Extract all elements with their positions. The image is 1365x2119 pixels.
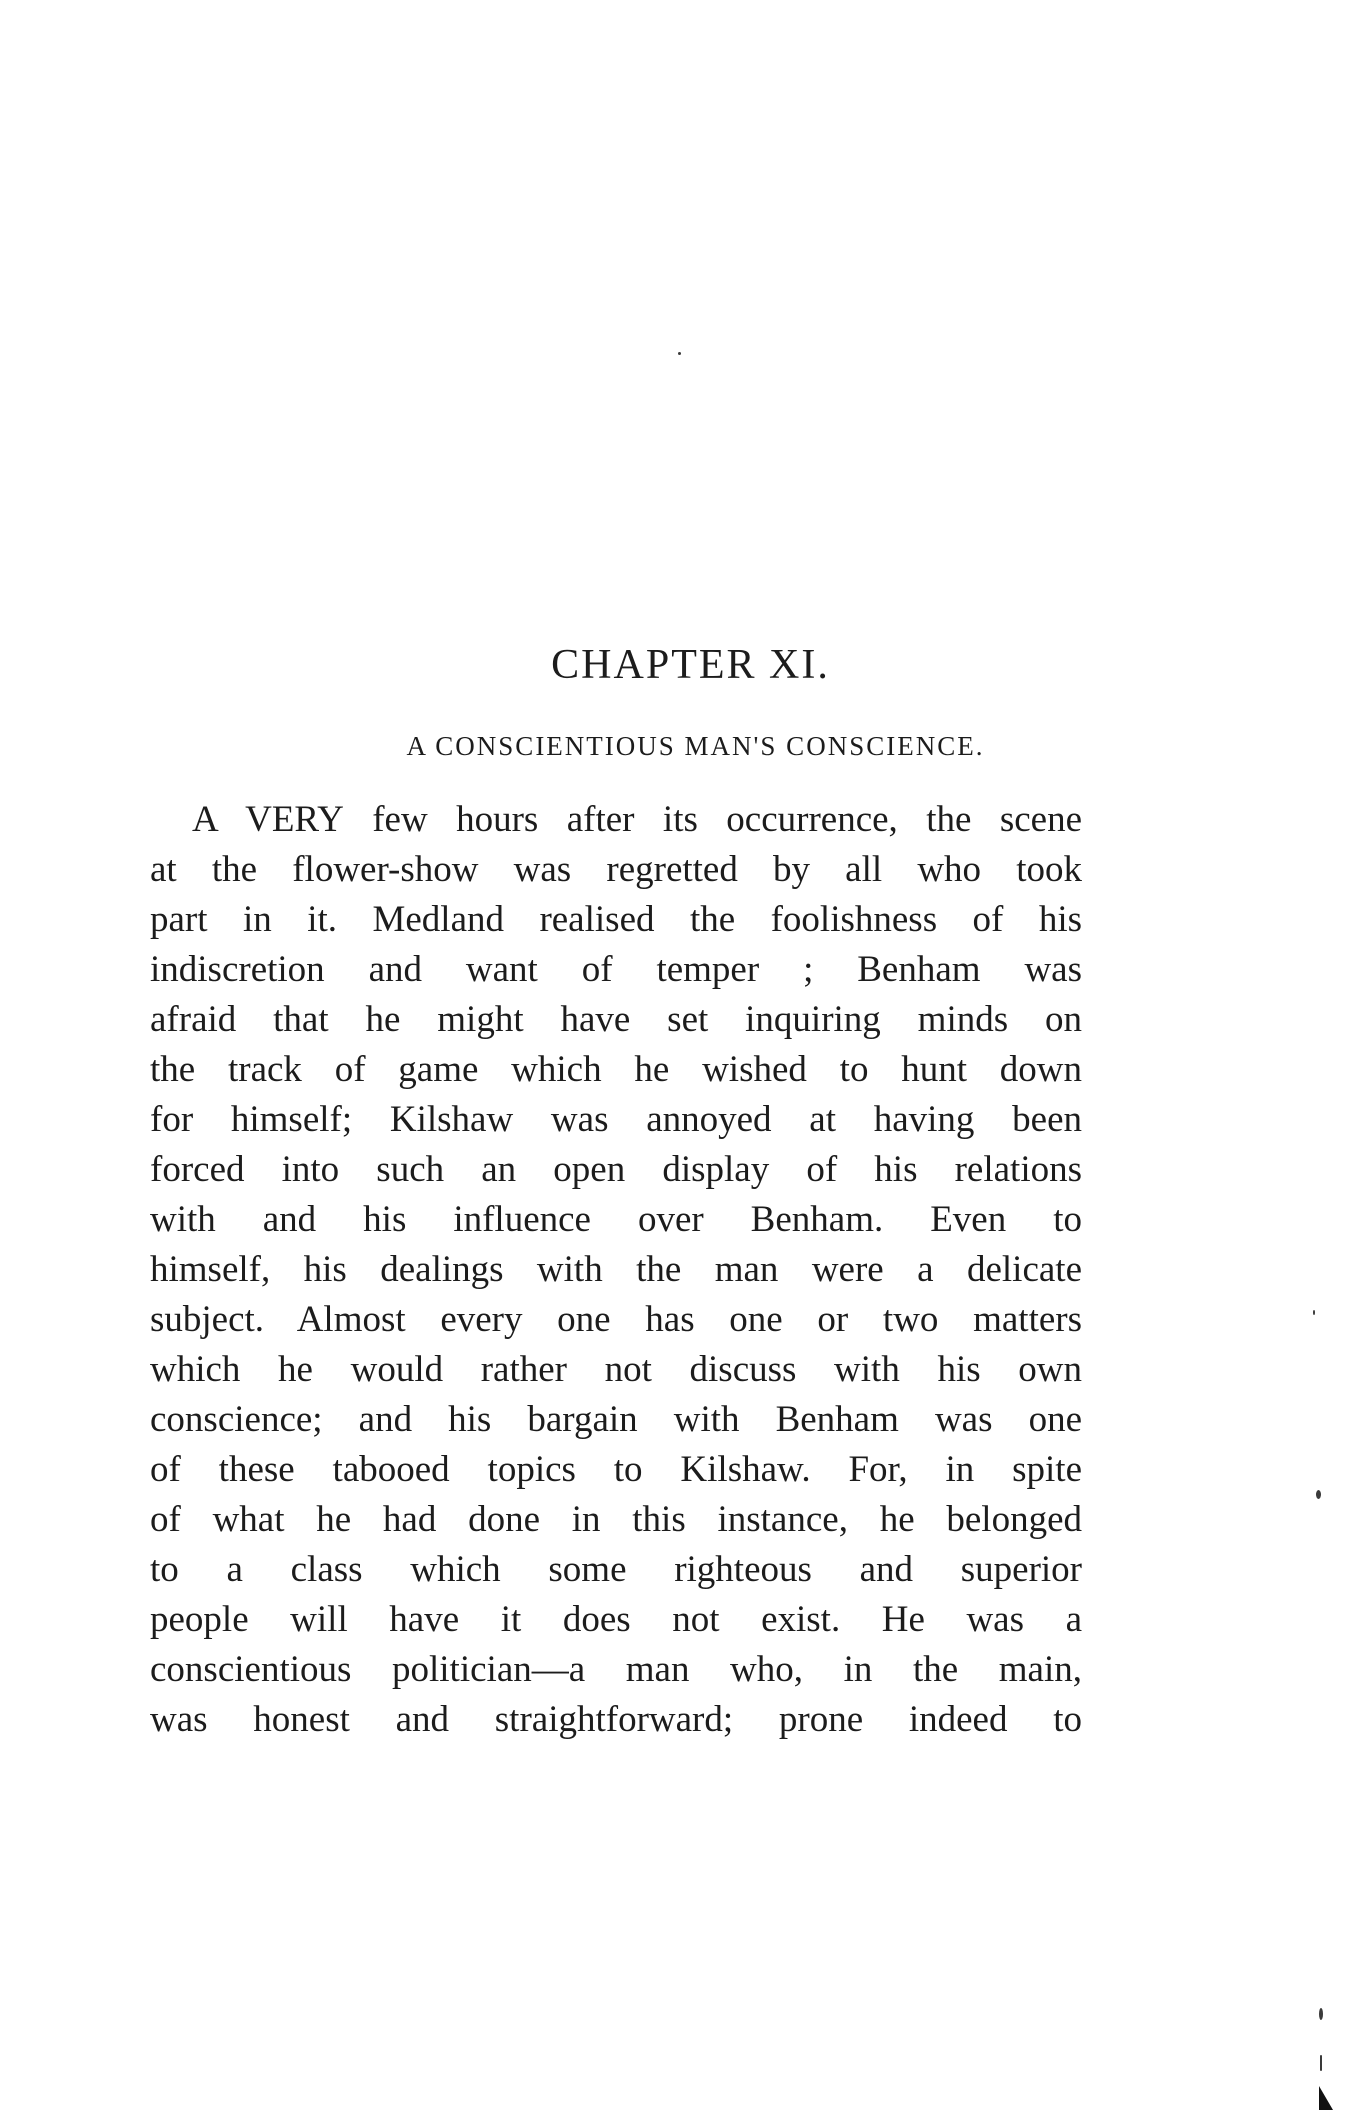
margin-arrow-icon — [1316, 2084, 1336, 2114]
chapter-body — [150, 795, 1082, 1745]
chapter-heading: CHAPTER XI. — [551, 642, 830, 688]
scan-speck — [1316, 1490, 1321, 1499]
chapter-subtitle: A CONSCIENTIOUS MAN'S CONSCIENCE. — [406, 731, 985, 761]
opening-word: VERY — [245, 799, 344, 840]
text-line: indiscretion and want of temper ; Benham was — [150, 949, 1082, 990]
text-line: conscientious politician—a man who, in the main, — [150, 1649, 1082, 1690]
text-line: for himself; Kilshaw was annoyed at having been — [150, 1099, 1082, 1140]
text-line — [150, 795, 1082, 845]
scan-speck — [1313, 1310, 1315, 1315]
text-line: which he would rather not discuss with his own — [150, 1349, 1082, 1390]
text-line: of these tabooed topics to Kilshaw. For, in spite — [150, 1449, 1082, 1490]
drop-letter: A — [192, 799, 246, 840]
scan-speck — [1320, 2055, 1322, 2071]
text-line: was honest and straightforward; prone indeed to — [150, 1699, 1082, 1740]
text-line: people will have it does not exist. He was a — [150, 1599, 1082, 1640]
text-line: conscience; and his bargain with Benham was one — [150, 1399, 1082, 1440]
text-line: of what he had done in this instance, he belonged — [150, 1499, 1082, 1540]
text-line: forced into such an open display of his relations — [150, 1149, 1082, 1190]
text-line: with and his influence over Benham. Even to — [150, 1199, 1082, 1240]
first-line-rest: few hours after its occurrence, the scene — [343, 799, 1082, 840]
scan-speck — [678, 352, 681, 355]
text-line: to a class which some righteous and superior — [150, 1549, 1082, 1590]
text-line: himself, his dealings with the man were a delicate — [150, 1249, 1082, 1290]
text-line: subject. Almost every one has one or two matters — [150, 1299, 1082, 1340]
text-line: at the flower-show was regretted by all who took — [150, 849, 1082, 890]
text-line: the track of game which he wished to hunt down — [150, 1049, 1082, 1090]
text-line: afraid that he might have set inquiring minds on — [150, 999, 1082, 1040]
text-line: part in it. Medland realised the foolishness of his — [150, 899, 1082, 940]
scan-speck — [1319, 2008, 1323, 2020]
